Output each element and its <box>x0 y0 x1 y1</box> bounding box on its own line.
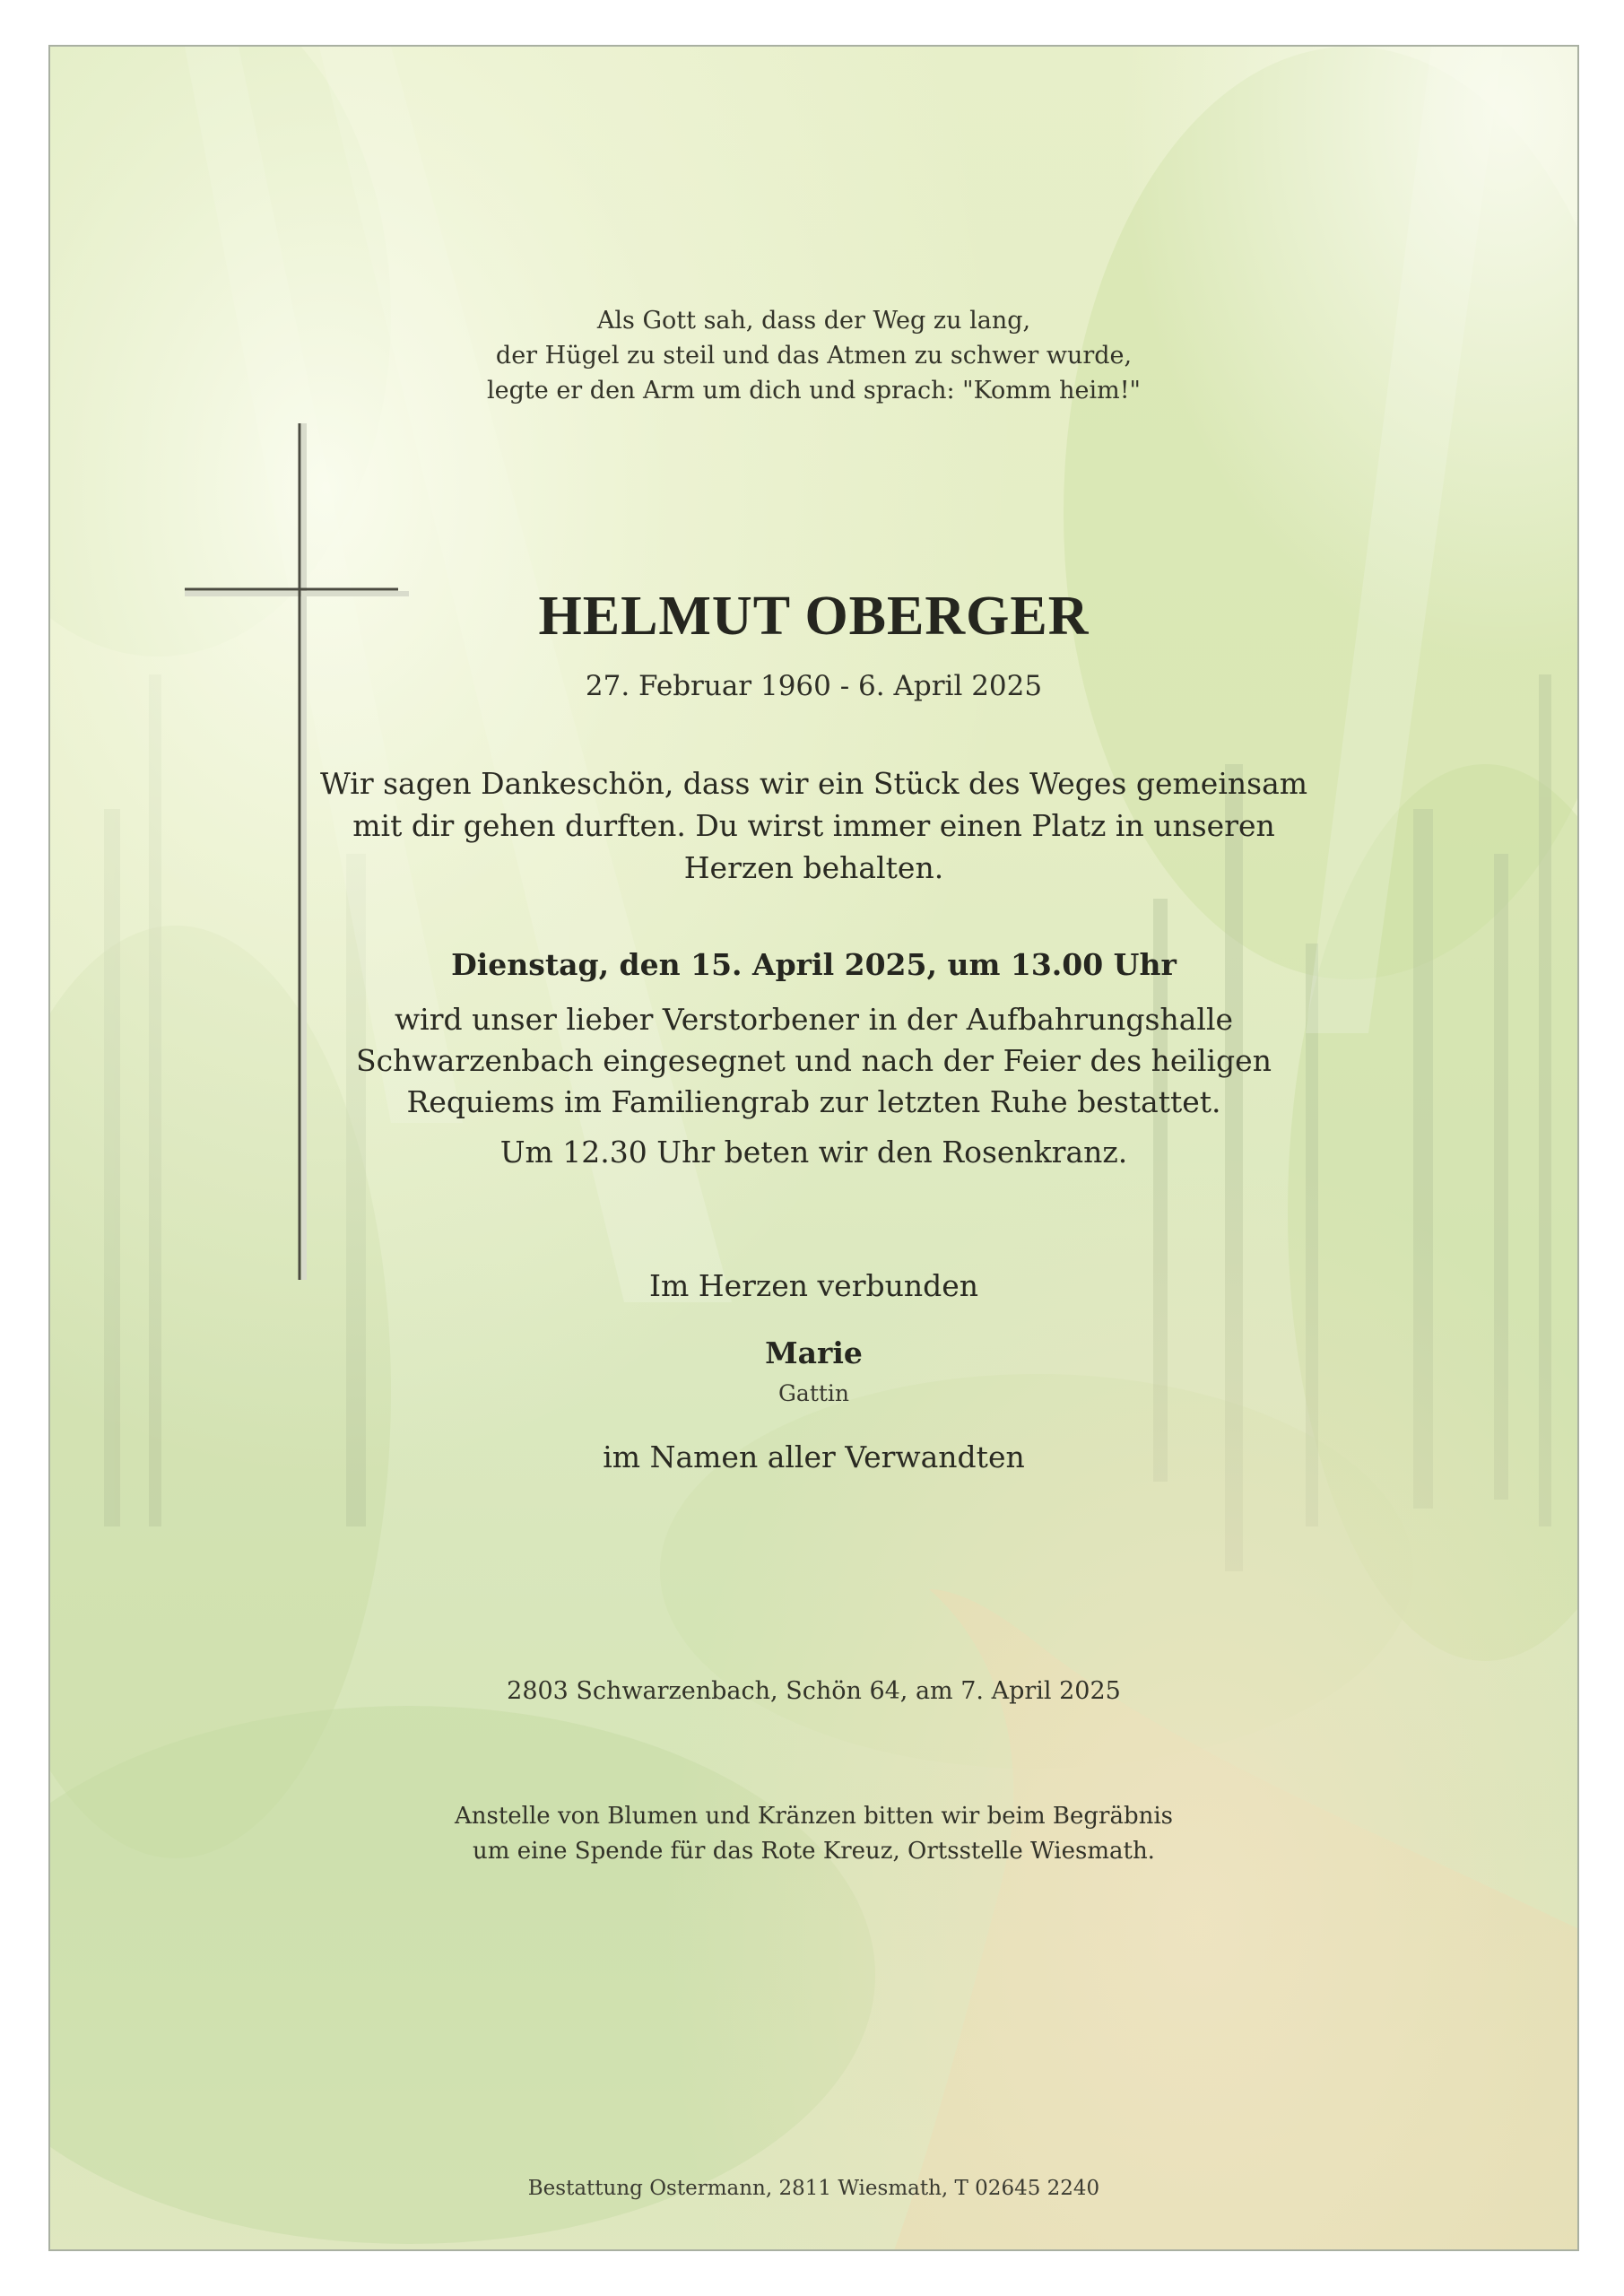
mourner-relation: Gattin <box>777 1380 850 1406</box>
place-and-date: 2803 Schwarzenbach, Schön 64, am 7. April 2025 <box>507 1677 1121 1705</box>
service-line: Requiems im Familiengrab zur letzten Ruhe bestattet. <box>406 1084 1221 1119</box>
poem-line: Als Gott sah, dass der Weg zu lang, <box>596 307 1031 335</box>
thanks-line: mit dir gehen durften. Du wirst immer einen Platz in unseren <box>352 808 1275 843</box>
poem-line: der Hügel zu steil und das Atmen zu schwer wurde, <box>495 342 1133 370</box>
thanks-message <box>50 762 1577 889</box>
thanks-line: Herzen behalten. <box>683 850 944 885</box>
obituary-text <box>50 47 1577 2249</box>
service-date-heading: Dienstag, den 15. April 2025, um 13.00 Uhr <box>451 947 1177 982</box>
relatives-line: im Namen aller Verwandten <box>603 1439 1025 1474</box>
rosary-notice: Um 12.30 Uhr beten wir den Rosenkranz. <box>499 1135 1128 1170</box>
closing-phrase: Im Herzen verbunden <box>648 1268 979 1303</box>
poem-line: legte er den Arm um dich und sprach: "Komm heim!" <box>487 377 1141 404</box>
thanks-line: Wir sagen Dankeschön, dass wir ein Stück des Weges gemeinsam <box>319 766 1308 801</box>
deceased-dates: 27. Februar 1960 - 6. April 2025 <box>585 670 1043 702</box>
donation-request <box>50 1799 1577 1869</box>
funeral-home-footer: Bestattung Ostermann, 2811 Wiesmath, T 02645 2240 <box>527 2177 1100 2200</box>
donation-line: um eine Spende für das Rote Kreuz, Ortsstelle Wiesmath. <box>473 1838 1155 1865</box>
service-description <box>50 999 1577 1123</box>
obituary-card <box>48 45 1579 2251</box>
mourner-name: Marie <box>765 1335 863 1370</box>
service-line: wird unser lieber Verstorbener in der Aufbahrungshalle <box>394 1002 1234 1037</box>
deceased-name: HELMUT OBERGER <box>538 586 1090 647</box>
donation-line: Anstelle von Blumen und Kränzen bitten wir beim Begräbnis <box>454 1803 1174 1830</box>
service-line: Schwarzenbach eingesegnet und nach der Feier des heiligen <box>356 1043 1272 1078</box>
poem-verse <box>50 303 1577 408</box>
